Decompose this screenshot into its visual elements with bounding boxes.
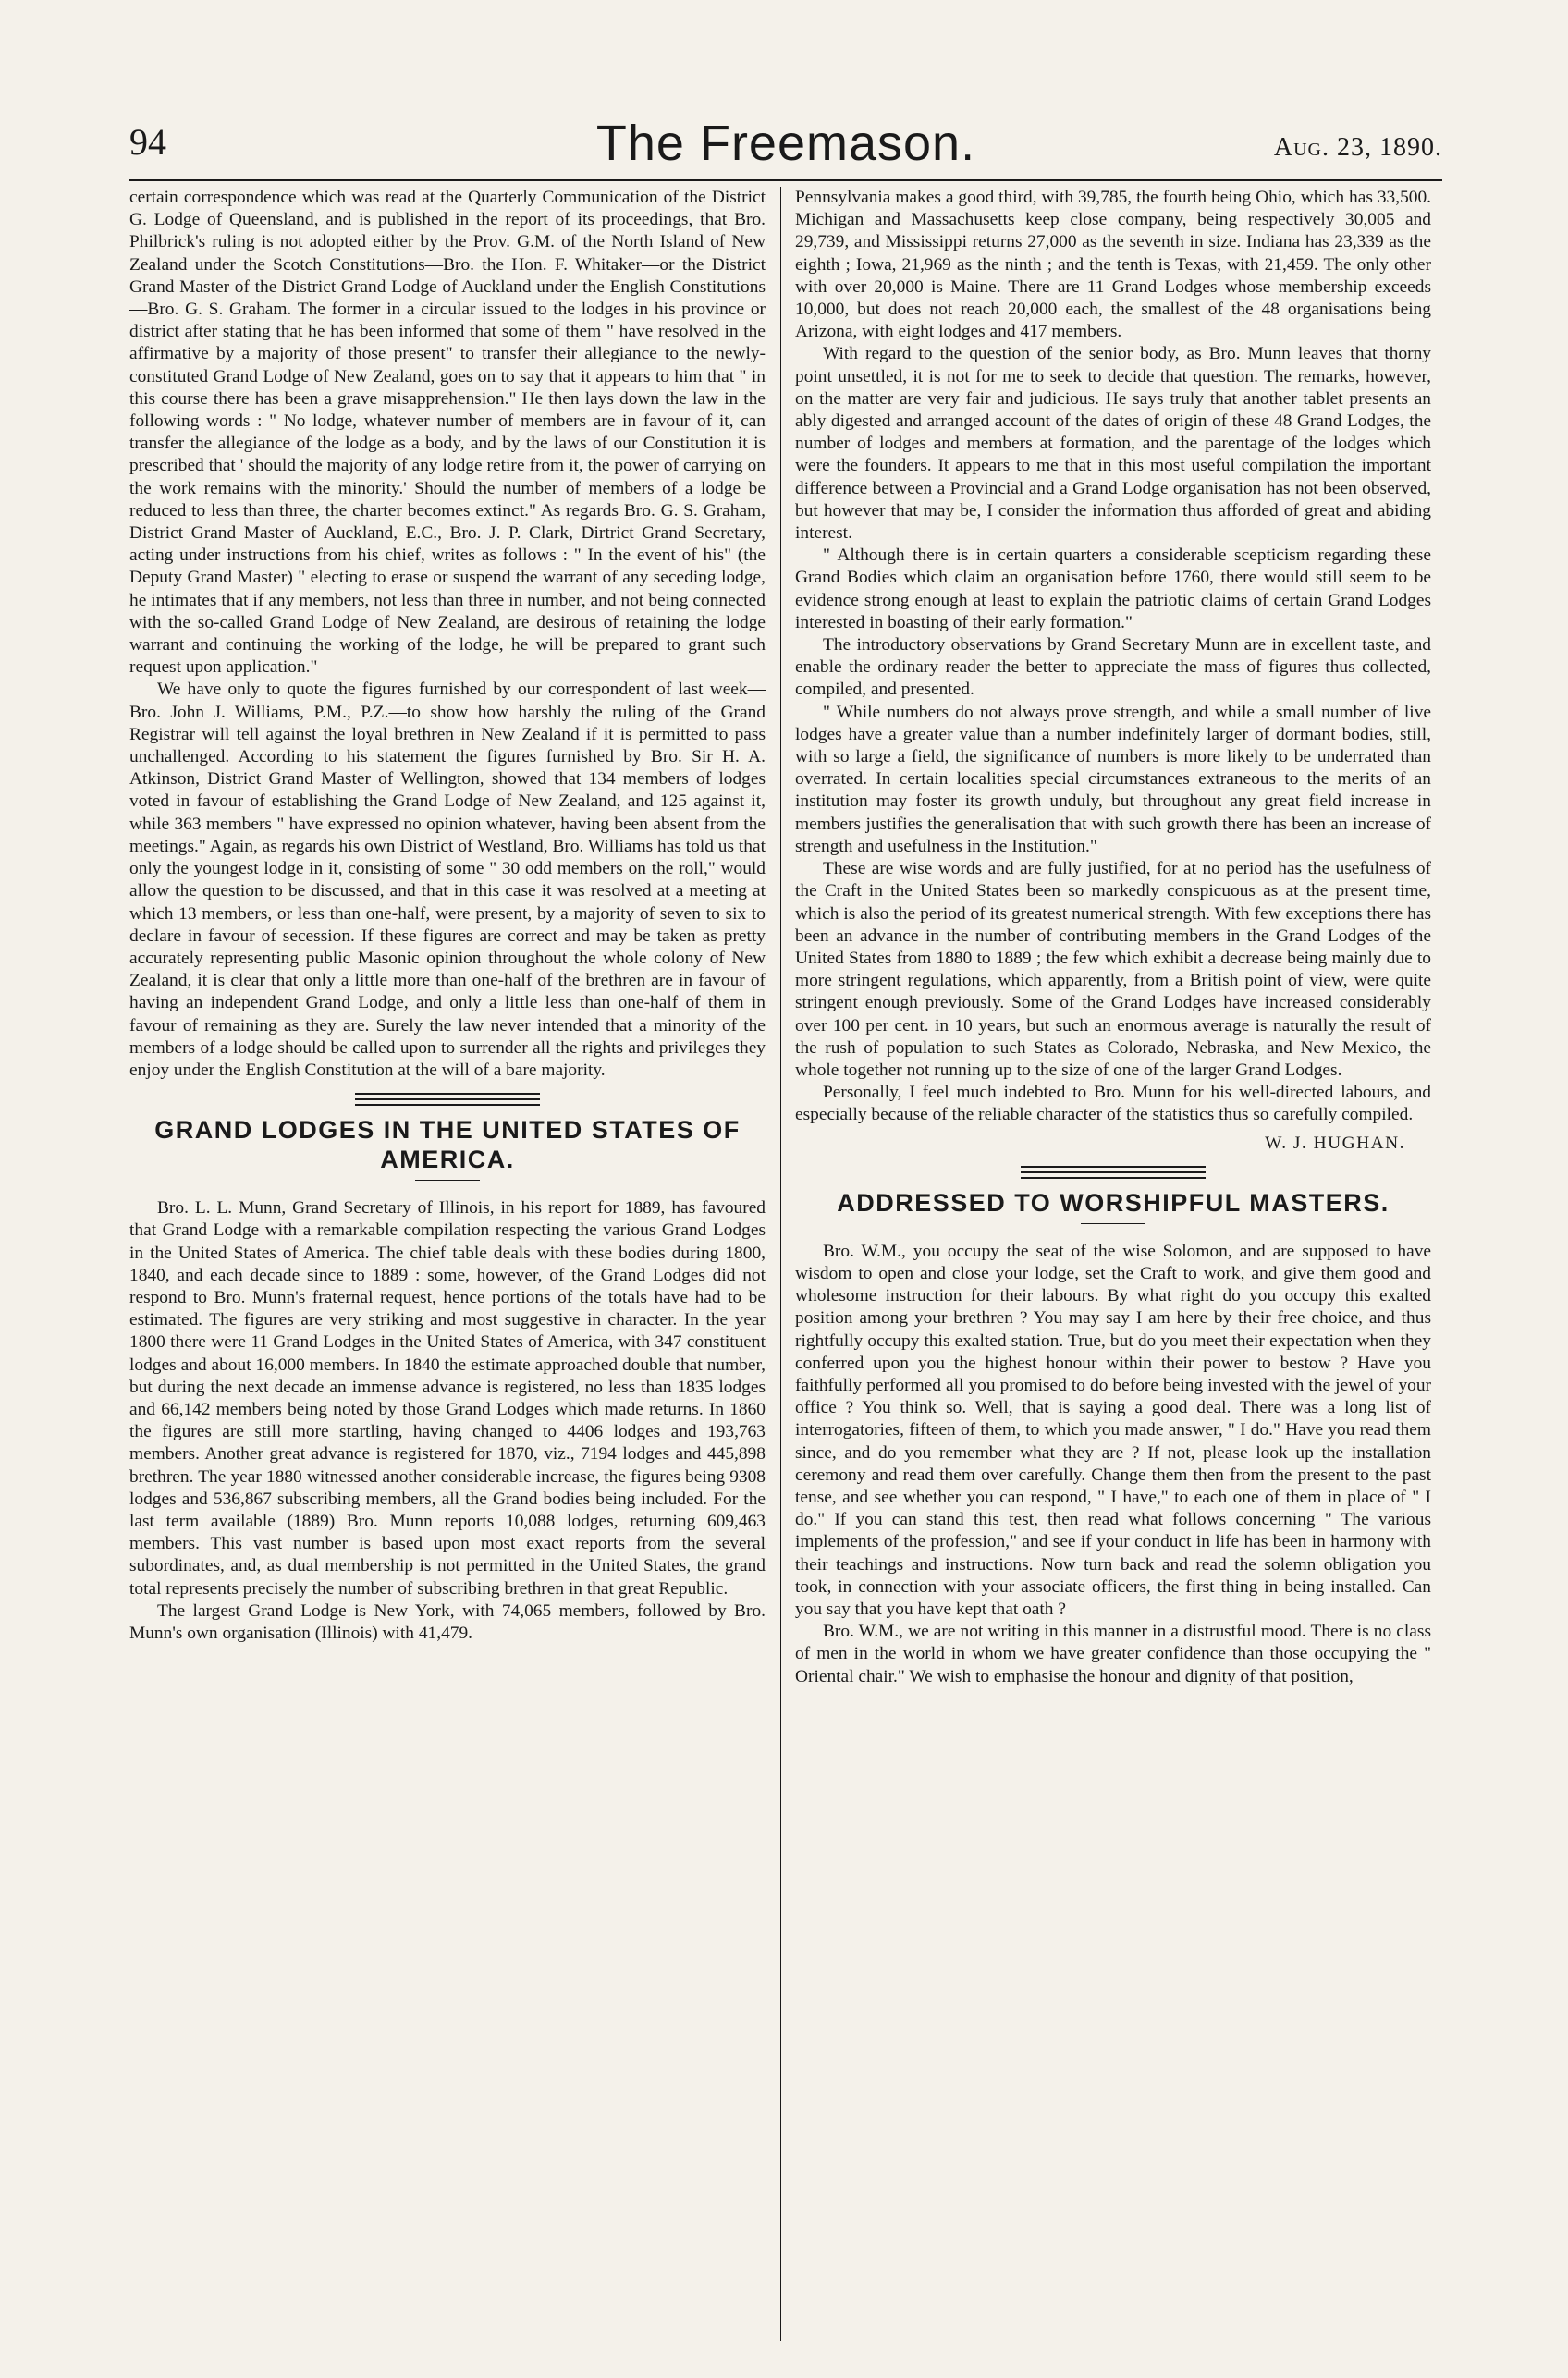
article-paragraph: certain correspondence which was read at the Quarterly Communication of the District G. Lodge of Queensland, and is published in the report of its proceedings, that Bro. Philbrick's ruling is not adopted either by the Prov. G.M. of the North Island of New Zealand under the Scotch Constitutions—Bro. the Hon. F. Whitaker—or the District Grand Master of the District Grand Lodge of Auckland under the English Constitutions—Bro. G. S. Graham. The former in a circular issued to the lodges in his province or district after stating that he has been informed that some of them " have resolved in the affirmative by a majority of those present" to transfer their allegiance to the newly-constituted Grand Lodge of New Zealand, goes on to say that it appears to him that " in this course there has been a grave misapprehension." He then lays down the law in the following words : " No lodge, whatever number of members are in favour of it, can transfer the allegiance of the lodge as a body, and by the laws of our Constitution it is prescribed that ' should the majority of any lodge retire from it, the power of carrying on the work remains with the minority.' Should the number of members of a lodge be reduced to less than three, the charter becomes extinct." As regards Bro. G. S. Graham, District Grand Master of Auckland, E.C., Bro. J. P. Clark, Dirtrict Grand Secretary, acting under instructions from his chief, writes as follows : " In the event of his" (the Deputy Grand Master) " electing to erase or suspend the warrant of any seceding lodge, he intimates that if any members, not less than three in number, and not being connected with the so-called Grand Lodge of New Zealand, are desirous of retaining the lodge warrant and continuing the working of the lodge, he will be prepared to grant such request upon application." — [129, 188, 766, 678]
page-number: 94 — [129, 121, 166, 163]
article-paragraph: We have only to quote the figures furnished by our correspondent of last week—Bro. John J. Williams, P.M., P.Z.—to show how harshly the ruling of the Grand Registrar will tell against the loyal brethren in New Zealand if it is permitted to pass unchallenged. According to his statement the figures furnished by Bro. Sir H. A. Atkinson, District Grand Master of Wellington, showed that 134 members of lodges voted in favour of establishing the Grand Lodge of New Zealand, and 125 against it, while 363 members " have expressed no opinion whatever, having been absent from the meetings." Again, as regards his own District of Westland, Bro. Williams has told us that only the youngest lodge in it, consisting of some " 30 odd members on the roll," would allow the question to be discussed, and that in this case it was resolved at a meeting at which 13 members, or less than one-half, were present, by a majority of seven to six to declare in favour of secession. If these figures are correct and may be taken as pretty accurately representing public Masonic opinion throughout the whole colony of New Zealand, it is clear that only a little more than one-half of the brethren are in favour of having an independent Grand Lodge, and only a little less than one-half of them in favour of remaining as they are. Surely the law never intended that a minority of the members of a lodge should be called upon to surrender all the rights and privileges they enjoy under the English Constitution at the will of a bare majority. — [129, 680, 766, 1080]
author-signature: W. J. HUGHAN. — [1265, 1133, 1405, 1153]
column-divider — [780, 187, 781, 2341]
section-separator — [355, 1093, 540, 1106]
heading-rule — [415, 1180, 480, 1181]
article-paragraph: Pennsylvania makes a good third, with 39,785, the fourth being Ohio, which has 33,500. Michigan and Massachusetts keep close company, being respectively 30,005 and 29,739, and Mississippi returns 27,000 as the seventh in size. Indiana has 23,339 as the eighth ; Iowa, 21,969 as the ninth ; and the tenth is Texas, with 21,459. The only other with over 20,000 is Maine. There are 11 Grand Lodges whose membership exceeds 10,000, but does not reach 20,000 each, the smallest of the 48 organisations being Arizona, with eight lodges and 417 members. — [795, 188, 1431, 342]
article-paragraph: " While numbers do not always prove strength, and while a small number of live lodges have a greater value than a number indefinitely larger of dormant bodies, still, with so large a field, the significance of numbers is more likely to be underrated than overrated. In certain localities special circumstances extraneous to the merits of an institution may foster its growth unduly, but throughout any great field increase in members justifies the generalisation that with such growth there has been an increase of strength and usefulness in the Institution." — [795, 702, 1431, 856]
article-paragraph: " Although there is in certain quarters a considerable scepticism regarding these Grand Bodies which claim an organisation before 1760, there would still seem to be evidence strong enough at least to explain the patriotic claims of certain Grand Lodges interested in boasting of their early formation." — [795, 545, 1431, 632]
section-separator — [1021, 1166, 1206, 1179]
newspaper-title: The Freemason. — [595, 116, 976, 171]
article-paragraph: The introductory observations by Grand Secretary Munn are in excellent taste, and enable the ordinary reader the better to appreciate the mass of figures thus collected, compiled, and presented. — [795, 635, 1431, 700]
article-paragraph: The largest Grand Lodge is New York, with 74,065 members, followed by Bro. Munn's own organisation (Illinois) with 41,479. — [129, 1600, 766, 1643]
issue-date: Aug. 23, 1890. — [1273, 133, 1442, 162]
section-heading: GRAND LODGES IN THE UNITED STATES OF AMERICA. — [154, 1116, 741, 1174]
section-heading: ADDRESSED TO WORSHIPFUL MASTERS. — [837, 1188, 1390, 1217]
masthead — [129, 116, 1442, 176]
header-rule — [129, 179, 1442, 181]
article-paragraph: Bro. L. L. Munn, Grand Secretary of Illinois, in his report for 1889, has favoured that Grand Lodge with a remarkable compilation respecting the various Grand Lodges in the United States of America. The chief table deals with these bodies during 1800, 1840, and each decade since to 1889 : some, however, of the Grand Lodges did not respond to Bro. Munn's fraternal request, hence portions of the totals have had to be estimated. The figures are very striking and most suggestive in character. In the year 1800 there were 11 Grand Lodges in the United States of America, with 347 constituent lodges and about 16,000 members. In 1840 the estimate approached double that number, but during the next decade an immense advance is registered, no less than 1835 lodges and 66,142 members being noted by those Grand Lodges which made returns. In 1860 the figures are still more startling, having changed to 4406 lodges and 193,763 members. Another great advance is registered for 1870, viz., 7194 lodges and 445,898 brethren. The year 1880 witnessed another considerable increase, the figures being 9308 lodges and 536,867 subscribing members, all the Grand bodies being included. For the last term available (1889) Bro. Munn reports 10,088 lodges, returning 609,463 members. This vast number is based upon most exact reports from the several subordinates, and, as dual membership is not permitted in the United States, the grand total represents precisely the number of subscribing brethren in that great Republic. — [129, 1198, 766, 1599]
article-paragraph: Personally, I feel much indebted to Bro. Munn for his well-directed labours, and especially because of the reliable character of the statistics thus so carefully compiled. — [795, 1083, 1431, 1125]
left-column — [129, 187, 766, 2341]
right-column — [795, 187, 1431, 2341]
heading-rule — [1081, 1223, 1145, 1224]
article-paragraph: These are wise words and are fully justified, for at no period has the usefulness of the Craft in the United States been so markedly conspicuous as at the present time, which is also the period of its greatest numerical strength. With few exceptions there has been an advance in the number of contributing members in the Grand Lodges of the United States from 1880 to 1889 ; the few which exhibit a decrease being mainly due to more stringent regulations, which apparently, from a British point of view, were quite stringent enough previously. Some of the Grand Lodges have increased considerably over 100 per cent. in 10 years, but such an enormous average is naturally the result of the rush of population to such States as Colorado, Nebraska, and New Mexico, the whole together not running up to the size of one of the larger Grand Lodges. — [795, 859, 1431, 1080]
article-paragraph: Bro. W.M., you occupy the seat of the wise Solomon, and are supposed to have wisdom to open and close your lodge, set the Craft to work, and give them good and wholesome instruction for their labours. By what right do you occupy this exalted position among your brethren ? You may say I am here by their free choice, and thus rightfully occupy this exalted station. True, but do you meet their expectation when they conferred upon you the highest honour within their power to bestow ? Have you faithfully performed all you promised to do before being invested with the jewel of your office ? You think so. Well, that is saying a good deal. There was a long list of interrogatories, fifteen of them, to which you made answer, " I do." Have you read them since, and do you remember what they are ? If not, please look up the installation ceremony and read them over carefully. Change them then from the present to the past tense, and see whether you can respond, " I have," to each one of them in place of " I do." If you can stand this test, then read what follows concerning " The various implements of the profession," and see if your conduct in life has been in harmony with their teachings and instructions. Now turn back and read the solemn obligation you took, in connection with your associate officers, the first thing in being installed. Can you say that you have kept that oath ? — [795, 1241, 1431, 1619]
article-paragraph: With regard to the question of the senior body, as Bro. Munn leaves that thorny point unsettled, it is not for me to seek to decide that question. The remarks, however, on the matter are very fair and judicious. He says truly that another tablet presents an ably digested and arranged account of the dates of origin of these 48 Grand Lodges, the number of lodges and members at formation, and the parentage of the lodges which were the founders. It appears to me that in this most useful compilation the important difference between a Provincial and a Grand Lodge organisation has not been observed, but however that may be, I consider the information thus afforded of great and abiding interest. — [795, 344, 1431, 544]
article-paragraph: Bro. W.M., we are not writing in this manner in a distrustful mood. There is no class of men in the world in whom we have greater confidence than those occupying the " Oriental chair." We wish to emphasise the honour and dignity of that position, — [795, 1622, 1431, 1686]
